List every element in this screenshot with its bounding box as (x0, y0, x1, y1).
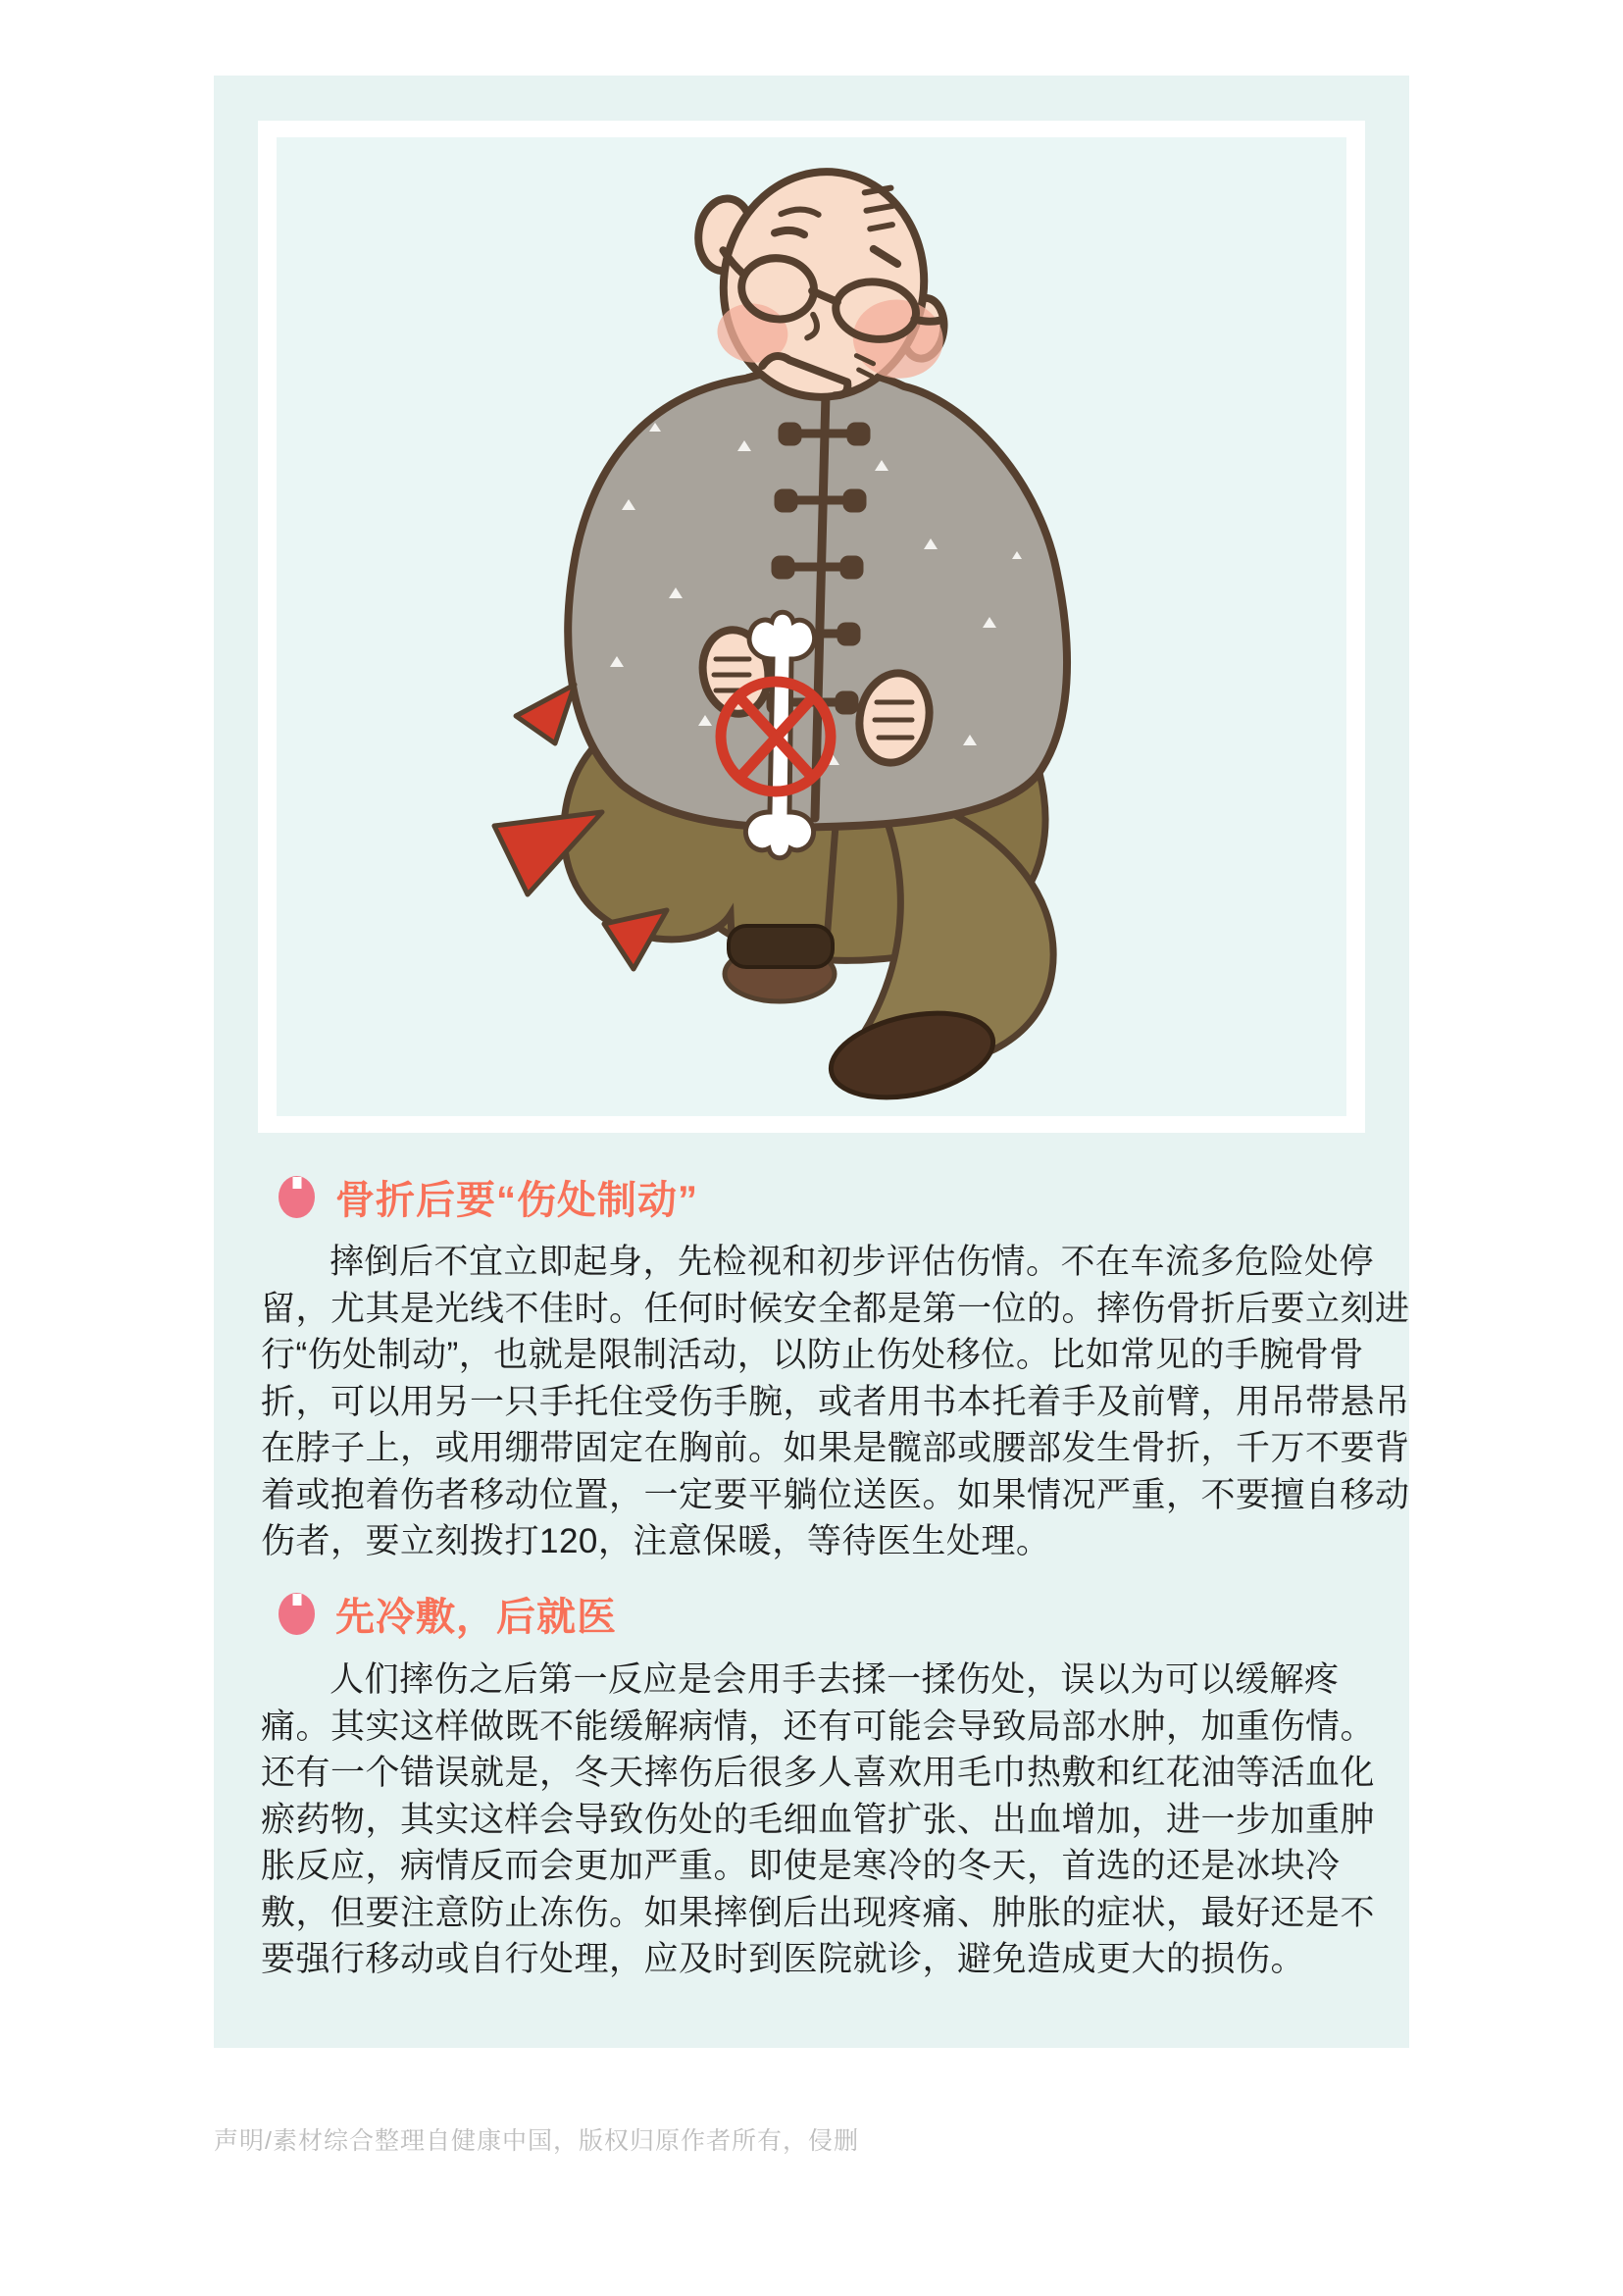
paragraph-line: 痛。其实这样做既不能缓解病情，还有可能会导致局部水肿，加重伤情。 (261, 1707, 1376, 1746)
content-panel (214, 76, 1409, 2048)
paragraph-line: 还有一个错误就是，冬天摔伤后很多人喜欢用毛巾热敷和红花油等活血化 (261, 1754, 1376, 1792)
section-2-title: 先冷敷，后就医 (335, 1595, 617, 1639)
paragraph-line: 瘀药物，其实这样会导致伤处的毛细血管扩张、出血增加，进一步加重肿 (261, 1800, 1376, 1839)
paragraph-line: 摔倒后不宜立即起身，先检视和初步评估伤情。不在车流多危险处停 (330, 1243, 1375, 1281)
illustration-scene (277, 137, 1346, 1116)
paragraph-line: 人们摔伤之后第一反应是会用手去揉一揉伤处，误以为可以缓解疼 (330, 1660, 1340, 1699)
section-1-heading (279, 1172, 698, 1221)
ankle-cuff (729, 926, 833, 967)
bullet-dot-icon (279, 1593, 315, 1635)
disclaimer-text: 声明/素材综合整理自健康中国，版权归原作者所有，侵删 (214, 2127, 859, 2155)
paragraph-line: 在脖子上，或用绷带固定在胸前。如果是髋部或腰部发生骨折，千万不要背 (261, 1429, 1410, 1467)
section-2-paragraph (261, 1657, 1403, 1983)
paragraph-line: 要强行移动或自行处理，应及时到医院就诊，避免造成更大的损伤。 (261, 1940, 1306, 1978)
section-1-title: 骨折后要“伤处制动” (335, 1178, 698, 1222)
section-1-paragraph (261, 1239, 1410, 1565)
paragraph-line: 着或抱着伤者移动位置，一定要平躺位送医。如果情况严重，不要擅自移动 (261, 1475, 1410, 1514)
paragraph-line: 敷，但要注意防止冻伤。如果摔倒后出现疼痛、肿胀的症状，最好还是不 (261, 1893, 1376, 1932)
paragraph-line: 伤者，要立刻拨打120，注意保暖，等待医生处理。 (261, 1522, 1051, 1560)
section-2-heading (279, 1589, 617, 1638)
paragraph-line: 留，尤其是光线不佳时。任何时候安全都是第一位的。摔伤骨折后要立刻进 (261, 1289, 1410, 1328)
paragraph-line: 折，可以用另一只手托住受伤手腕，或者用书本托着手及前臂，用吊带悬吊 (261, 1382, 1410, 1421)
paragraph-line: 行“伤处制动”，也就是限制活动，以防止伤处移位。比如常见的手腕骨骨 (261, 1336, 1364, 1374)
paragraph-line: 胀反应，病情反而会更加严重。即使是寒冷的冬天，首选的还是冰块冷 (261, 1847, 1341, 1885)
elderly-man-fracture-illustration (277, 137, 1346, 1116)
head (681, 157, 962, 412)
illustration-card (258, 121, 1365, 1133)
bullet-dot-icon (279, 1176, 315, 1218)
